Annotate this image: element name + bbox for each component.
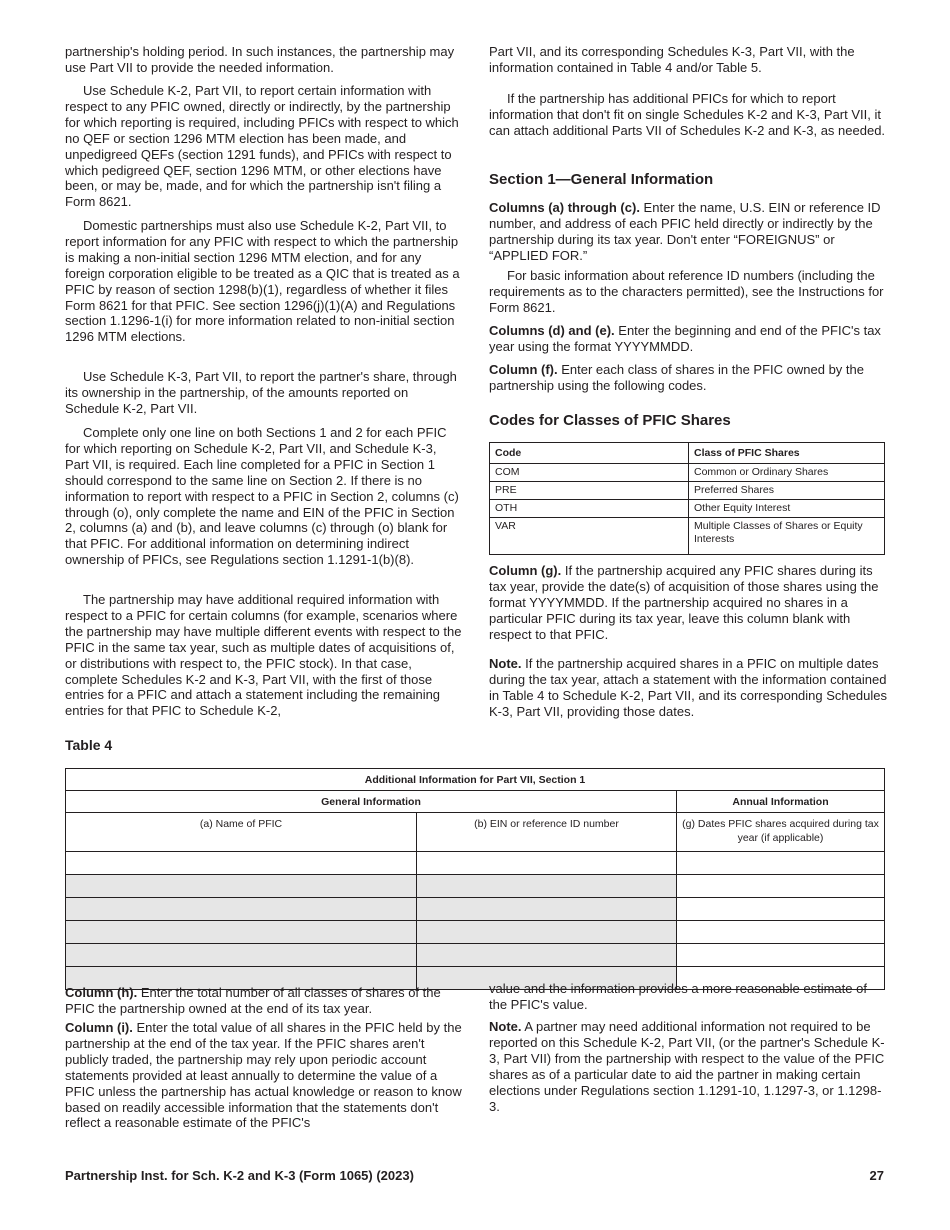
paragraph: Use Schedule K-2, Part VII, to report certain information with respect to any PFIC owned, directly or indirectly, by the partnership for which reporting is required, including PFICs with respect to which no QEF or section 1296 MTM election has been made, and unpedigreed QEFs (section 1291 funds), and PFICs with respect to which pedigreed QEF, section 1296 MTM, or other elections have been, or may be, made, and for which the partnership isn't filing a Form 8621.	[65, 83, 459, 210]
run-in-heading: Note.	[489, 1019, 522, 1034]
table-4	[65, 768, 885, 990]
paragraph: The partnership may have additional required information with respect to a PFIC for certain columns (for example, scenarios where the partnership may have multiple different events with respect to the PFIC in the same tax year, such as multiple dates of acquisitions of, or distributions with respect to, the PFIC stock). In that case, complete Schedules K-2 and K-3, Part VII, with the first of those entries for a PFIC and attach a statement including the remaining entries for that PFIC to Schedule K-2,	[65, 592, 462, 719]
code-cell: COM	[490, 464, 689, 482]
footer-title: Partnership Inst. for Sch. K-2 and K-3 (Form 1065) (2023)	[65, 1168, 414, 1183]
paragraph: If the partnership has additional PFICs for which to report information that don't fit on single Schedules K-2 and K-3, Part VII, it can attach additional Parts VII of Schedules K-2 and K-3, as needed.	[489, 91, 886, 138]
ein-cell[interactable]	[417, 852, 677, 875]
class-cell: Other Equity Interest	[689, 500, 885, 518]
name-cell[interactable]	[66, 921, 417, 944]
table-row	[66, 898, 885, 921]
paragraph	[65, 1020, 462, 1131]
run-in-heading: Column (f).	[489, 362, 558, 377]
class-cell: Multiple Classes of Shares or Equity Interests	[689, 518, 885, 555]
ein-cell[interactable]	[417, 944, 677, 967]
code-cell: VAR	[490, 518, 689, 555]
table-row	[66, 852, 885, 875]
paragraph-text: Enter each class of shares in the PFIC owned by the partnership using the following codes.	[489, 362, 864, 393]
table-row	[490, 500, 885, 518]
note	[489, 656, 887, 720]
paragraph-text: Enter the name, U.S. EIN or reference ID number, and address of each PFIC held directly or indirectly by the partnership during its tax year. Don't enter “FOREIGNUS” or “APPLIED FOR.”	[489, 200, 881, 263]
table-label: Table 4	[65, 737, 113, 753]
class-cell: Common or Ordinary Shares	[689, 464, 885, 482]
paragraph: Domestic partnerships must also use Schedule K-2, Part VII, to report information for any PFIC with respect to which the partnership is making a non-initial section 1296 MTM election, and for any foreign corporation eligible to be treated as a QIC that is treated as a PFIC by reason of section 1298(b)(1), regardless of whether it files Form 8621 for that PFIC. See section 1296(j)(1)(A) and Regulations section 1.1296-1(i) for more information related to non-initial section 1296 MTM elections.	[65, 218, 460, 345]
codes-heading: Codes for Classes of PFIC Shares	[489, 412, 731, 429]
run-in-heading: Column (g).	[489, 563, 562, 578]
paragraph	[489, 323, 887, 355]
note	[489, 1019, 887, 1114]
dates-cell[interactable]	[677, 852, 885, 875]
class-cell: Preferred Shares	[689, 482, 885, 500]
column-header-b: (b) EIN or reference ID number	[417, 813, 677, 852]
paragraph: For basic information about reference ID numbers (including the requirements as to the characters permitted), see the Instructions for Form 8621.	[489, 268, 884, 315]
paragraph-text: Enter the beginning and end of the PFIC's tax year using the format YYYYMMDD.	[489, 323, 881, 354]
run-in-heading: Columns (a) through (c).	[489, 200, 640, 215]
section-heading: Section 1—General Information	[489, 171, 714, 188]
paragraph-text: If the partnership acquired any PFIC shares during its tax year, provide the date(s) of acquisition of those shares using the format YYYYMMDD. If the partnership acquired no shares in a particular PFIC during its tax year, leave this column blank with respect to that PFIC.	[489, 563, 879, 642]
paragraph-text: If the partnership acquired shares in a PFIC on multiple dates during the tax year, attach a statement with the information contained in Table 4 to Schedule K-2, Part VII, and its corresponding Schedules K-3, Part VII, providing those dates.	[489, 656, 887, 719]
paragraph: Part VII, and its corresponding Schedules K-3, Part VII, with the information contained in Table 4 and/or Table 5.	[489, 44, 855, 75]
codes-table	[489, 442, 885, 555]
name-cell[interactable]	[66, 898, 417, 921]
group-header-general: General Information	[66, 791, 677, 813]
run-in-heading: Column (i).	[65, 1020, 133, 1035]
run-in-heading: Note.	[489, 656, 522, 671]
run-in-heading: Columns (d) and (e).	[489, 323, 615, 338]
column-header-a: (a) Name of PFIC	[66, 813, 417, 852]
ein-cell[interactable]	[417, 898, 677, 921]
dates-cell[interactable]	[677, 944, 885, 967]
paragraph: partnership's holding period. In such instances, the partnership may use Part VII to provide the needed information.	[65, 44, 455, 75]
ein-cell[interactable]	[417, 921, 677, 944]
paragraph	[489, 362, 887, 394]
paragraph	[65, 985, 462, 1017]
table-row	[66, 921, 885, 944]
dates-cell[interactable]	[677, 921, 885, 944]
ein-cell[interactable]	[417, 875, 677, 898]
dates-cell[interactable]	[677, 898, 885, 921]
table-row	[490, 464, 885, 482]
column-header: Class of PFIC Shares	[689, 443, 885, 464]
column-header: Code	[490, 443, 689, 464]
table-row	[66, 944, 885, 967]
paragraph-text: Enter the total number of all classes of shares of the PFIC the partnership owned at the end of its tax year.	[65, 985, 441, 1016]
name-cell[interactable]	[66, 875, 417, 898]
paragraph: Use Schedule K-3, Part VII, to report the partner's share, through its ownership in the partnership, of the amounts reported on Schedule K-2, Part VII.	[65, 369, 457, 416]
table-row	[490, 482, 885, 500]
table-row	[490, 518, 885, 555]
run-in-heading: Column (h).	[65, 985, 138, 1000]
paragraph	[489, 200, 887, 264]
name-cell[interactable]	[66, 944, 417, 967]
paragraph-text: Enter the total value of all shares in the PFIC held by the partnership at the end of the tax year. If the PFIC shares aren't publicly traded, the partnership may rely upon periodic account statements provided at least annually to determine the value of a PFIC unless the partnership has actual knowledge or reason to know based on readily accessible information that the statements don't reflect a reasonable estimate of the PFIC's	[65, 1020, 462, 1131]
table-row	[66, 875, 885, 898]
dates-cell[interactable]	[677, 875, 885, 898]
code-cell: OTH	[490, 500, 689, 518]
paragraph	[489, 563, 887, 643]
page-number: 27	[869, 1168, 884, 1183]
paragraph: value and the information provides a more reasonable estimate of the PFIC's value.	[489, 981, 867, 1012]
column-header-g: (g) Dates PFIC shares acquired during tax year (if applicable)	[677, 813, 885, 852]
paragraph-text: A partner may need additional information not required to be reported on this Schedule K-2, Part VII, (or the partner's Schedule K-3, Part VII) from the partnership with respect to the value of the PFIC shares as of a particular date to aid the partner in making certain elections under Regulations section 1.1291-10, 1.1297-3, or 1.1298-3.	[489, 1019, 885, 1114]
name-cell[interactable]	[66, 852, 417, 875]
code-cell: PRE	[490, 482, 689, 500]
table-title: Additional Information for Part VII, Section 1	[66, 769, 885, 791]
group-header-annual: Annual Information	[677, 791, 885, 813]
paragraph: Complete only one line on both Sections 1 and 2 for each PFIC for which reporting on Schedule K-2, Part VII, and Schedule K-3, Part VII, is required. Each line completed for a PFIC in Section 1 should correspond to the same line on Section 2. If there is no information to report with respect to a PFIC in Section 2, columns (c) through (o), only complete the name and EIN of the PFIC in Section 2, columns (a) and (b), and leave columns (c) through (o) blank for that PFIC. For additional information on determining indirect ownership of PFICs, see Regulations section 1.1291-1(b)(8).	[65, 425, 459, 568]
